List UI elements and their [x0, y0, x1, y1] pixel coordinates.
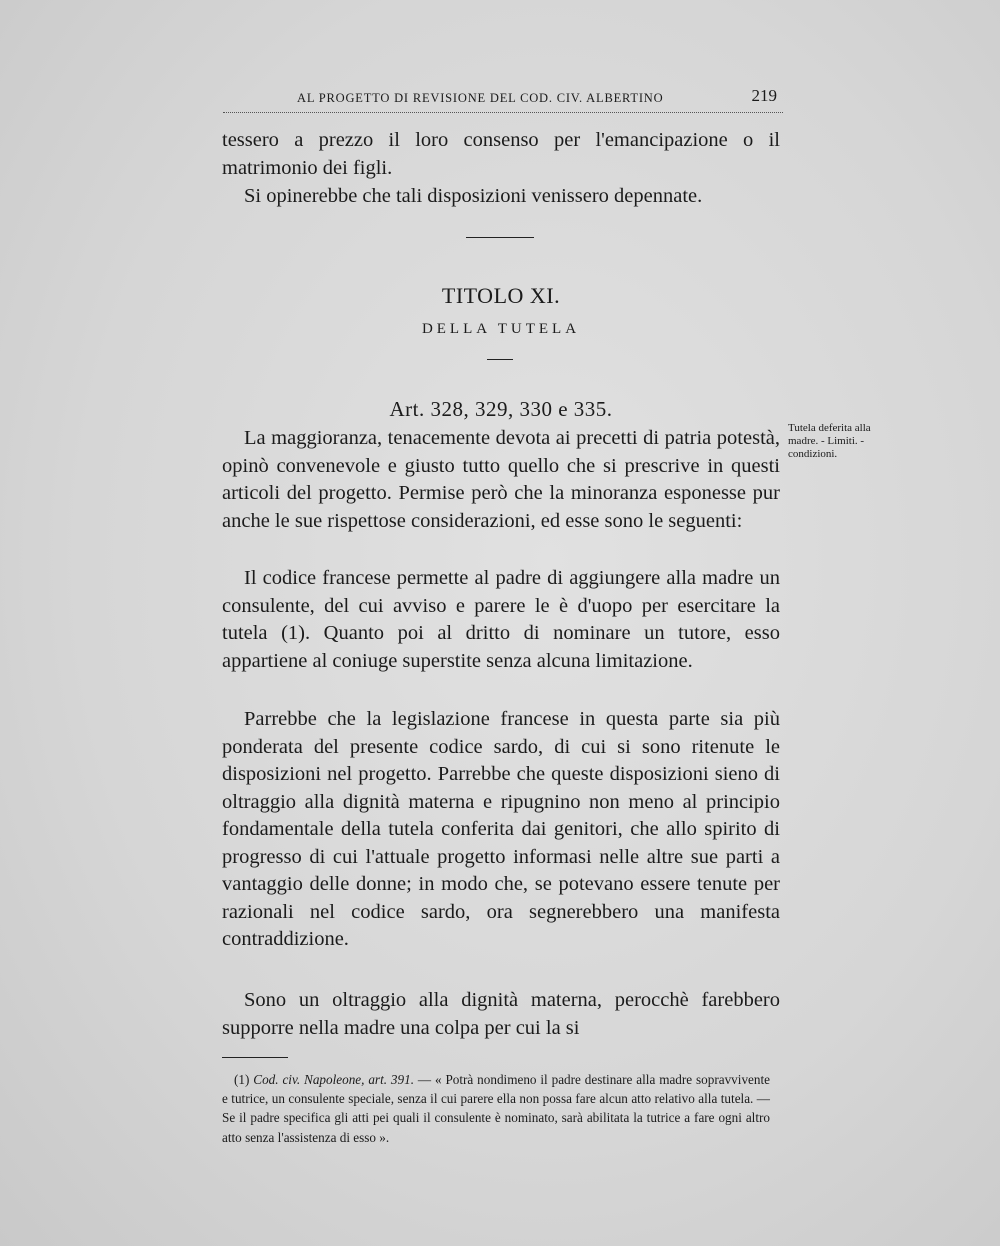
article-paragraph-2: Il codice francese permette al padre di aggiungere alla madre un consulente, del cui avviso e parere le è d'uopo per esercitare la tutela (1). Quanto poi al dritto di nominare un tutore, esso appartiene al coniuge superstite senza alcuna limitazione. — [222, 567, 780, 672]
footnote-citation: Cod. civ. Napoleone, art. 391. — [253, 1072, 414, 1087]
footnote-rule — [222, 1057, 288, 1058]
running-header — [223, 88, 783, 113]
page-number: 219 — [751, 86, 777, 105]
section-title: TITOLO XI. — [441, 283, 561, 308]
footnote-text: — « Potrà nondimeno il padre destinare alla madre sopravvivente e tutrice, un consulente speciale, senza il cui parere ella non possa fare alcun atto relativo alla tutela. — Se il padre specifica gli atti pei quali il consulente è nominato, sarà abilitata la tutrice a fare ogni altro atto senza l'assistenza di esso ». — [222, 1072, 771, 1145]
margin-note: Tutela deferita alla madre. - Limiti. - condizioni. — [788, 422, 871, 460]
opinion-paragraph: Si opinerebbe che tali disposizioni venissero depennate. — [244, 185, 703, 207]
section-subtitle: DELLA TUTELA — [421, 321, 581, 337]
article-heading: Art. 328, 329, 330 e 335. — [389, 397, 613, 421]
footnote — [222, 1070, 770, 1147]
article-paragraph-1: La maggioranza, tenacemente devota ai precetti di patria potestà, opinò convenevole e giusto tutto quello che si prescrive in questi articoli del progetto. Permise però che la minoranza esponesse pur anche le sue rispettose considerazioni, ed esse sono le seguenti: — [222, 427, 780, 532]
section-divider-top — [466, 237, 534, 238]
footnote-marker: (1) — [234, 1072, 250, 1087]
continuation-paragraph: tessero a prezzo il loro consenso per l'emancipazione o il matrimonio dei figli. — [222, 129, 780, 179]
article-paragraph-4: Sono un oltraggio alla dignità materna, perocchè farebbero supporre nella madre una colpa per cui la si — [222, 989, 780, 1039]
running-title: AL PROGETTO DI REVISIONE DEL COD. CIV. ALBERTINO — [297, 91, 664, 105]
article-paragraph-3: Parrebbe che la legislazione francese in questa parte sia più ponderata del presente codice sardo, di cui si sono ritenute le disposizioni nel progetto. Parrebbe che queste disposizioni sieno di oltraggio alla dignità materna e ripugnino non meno al principio fondamentale della tutela conferita dai genitori, che allo spirito di progresso di cui l'attuale progetto informasi nelle altre sue parti a vantaggio delle donne; in modo che, se potevano essere tenute per razionali nel codice sardo, ora segnerebbero una manifesta contraddizione. — [222, 708, 780, 950]
section-divider-bottom — [487, 359, 513, 360]
